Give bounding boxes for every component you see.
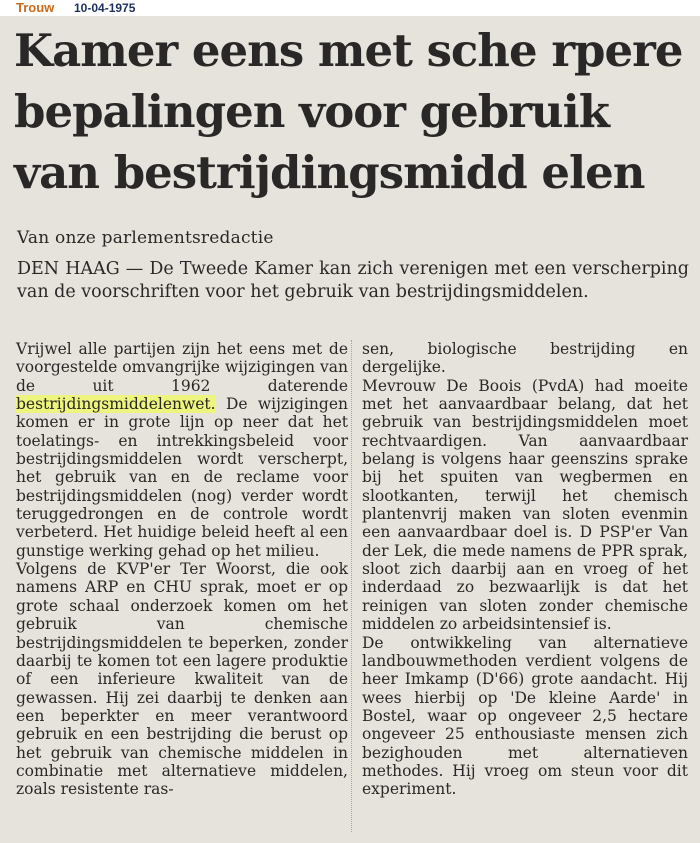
article-byline: Van onze parlementsredactie — [17, 228, 274, 248]
publication-date: 10-04-1975 — [74, 1, 136, 15]
left-paragraph-1 — [16, 340, 348, 560]
paragraph-text: Vrijwel alle partijen zijn het eens met de voorgestelde omvangrijke wijzigingen van de uit 1962 daterende — [16, 340, 348, 395]
clipping-header — [0, 0, 700, 16]
left-paragraph-2: Volgens de KVP'er Ter Woorst, die ook namens ARP en CHU sprak, moet er op grote schaal onderzoek komen om het gebruik van chemische bestrijdingsmiddelen te beperken, zonder daarbij te komen tot een lagere produktie of een inferieure kwaliteit van de gewassen. Hij zei daarbij te denken aan een beperkter en meer verantwoord gebruik en een bestrijding die berust op het gebruik van chemische middelen in combinatie met alternatieve middelen, zoals resistente ras- — [16, 560, 348, 799]
right-paragraph-1: sen, biologische bestrijding en dergelijke. — [362, 340, 688, 377]
left-column — [16, 340, 348, 799]
column-divider — [351, 340, 352, 832]
highlighted-term: bestrijdingsmiddelenwet. — [16, 395, 216, 414]
newspaper-name: Trouw — [16, 0, 55, 15]
right-column — [362, 340, 688, 799]
right-paragraph-3: De ontwikkeling van alternatieve landbouwmethoden verdient volgens de heer Imkamp (D'66) grote aandacht. Hij wees hierbij op 'De kleine Aarde' in Bostel, waar op ongeveer 2,5 hectare ongeveer 25 enthousiaste mensen zich bezighouden met alternatieven methodes. Hij vroeg om steun voor dit experiment. — [362, 633, 688, 799]
article-headline: Kamer eens met sche rpere bepalingen voor gebruik van bestrijdingsmidd elen — [14, 24, 683, 199]
article-lead: DEN HAAG — De Tweede Kamer kan zich verenigen met een verscherping van de voorschriften voor het gebruik van bestrijdingsmiddelen. — [17, 259, 689, 302]
right-paragraph-2: Mevrouw De Boois (PvdA) had moeite met het aanvaardbaar belang, dat het gebruik van bestrijdingsmiddelen moet rechtvaardigen. Van aanvaardbaar belang is volgens haar geenszins sprake bij het spuiten van wegbermen en slootkanten, terwijl het chemisch plantenvrij maken van sloten evenmin een aanvaardbaar doel is. D PSP'er Van der Lek, die mede namens de PPR sprak, sloot zich daarbij aan en vroeg of het inderdaad zo bezwaarlijk is dat het reinigen van sloten zonder chemische middelen zo arbeidsintensief is. — [362, 376, 688, 634]
paragraph-text: De wijzigingen komen er in grote lijn op neer dat het toelatings- en intrekkingsbeleid voor bestrijdingsmiddelen wordt verscherpt, het gebruik van en de reclame voor bestrijdingsmiddelen (nog) verder wordt teruggedrongen en de controle wordt verbeterd. Het huidige beleid heeft al een gunstige werking gehad op het milieu. — [16, 395, 348, 560]
